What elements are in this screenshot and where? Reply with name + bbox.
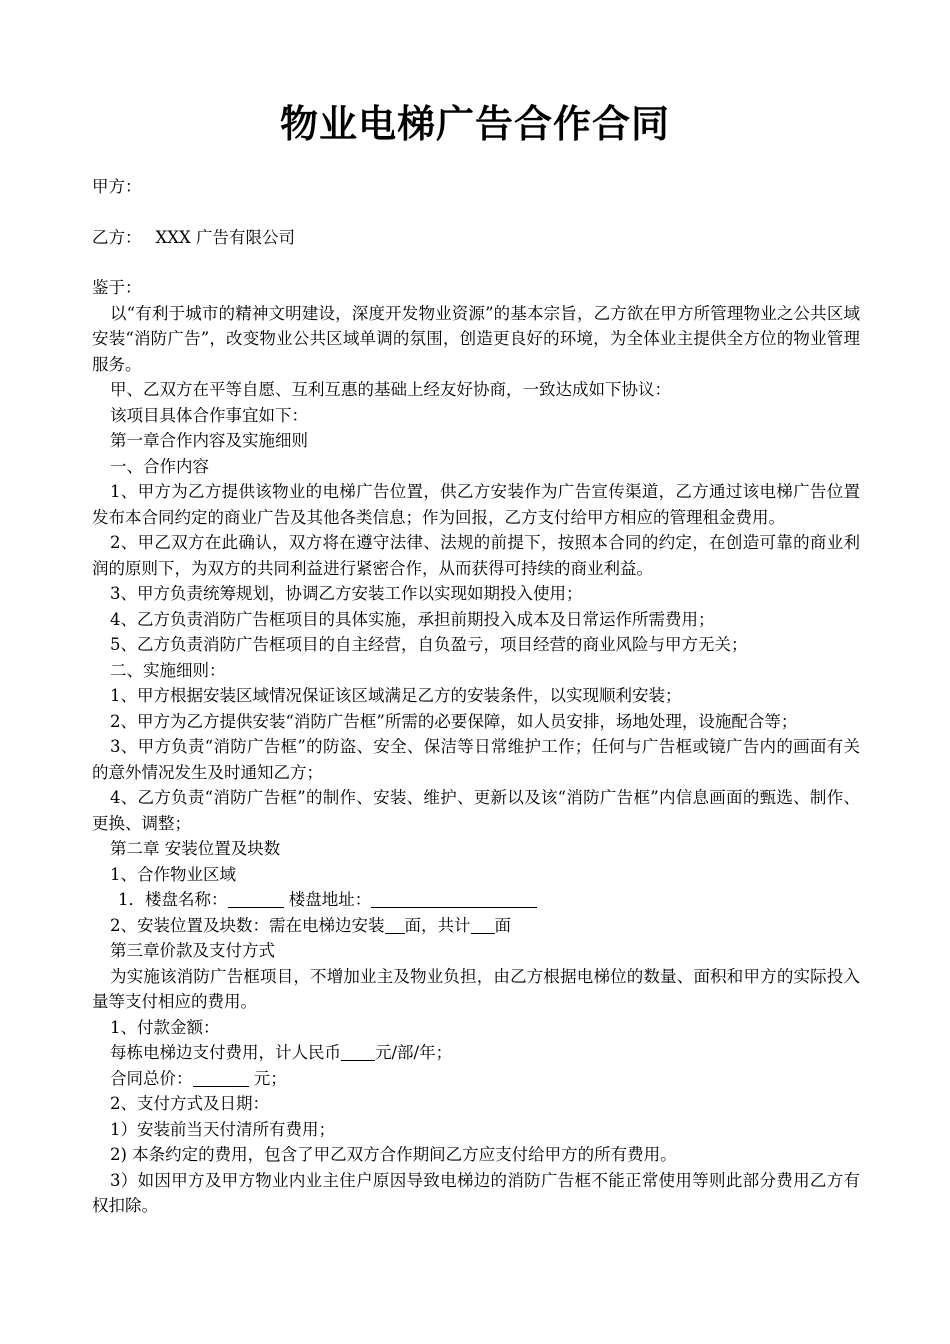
item-payment-method-1: 1）安装前当天付清所有费用； — [110, 1119, 335, 1139]
property-name-label: 1．楼盘名称： — [118, 890, 228, 909]
install-count-text-3: 面 — [494, 915, 511, 935]
item-property-area: 1、合作物业区域 — [110, 864, 236, 884]
section-implementation: 二、实施细则： — [110, 660, 226, 680]
chapter-2-heading: 第二章 安装位置及块数 — [110, 839, 281, 858]
whereas-heading: 鉴于： — [92, 278, 142, 297]
clause-1-2: 2、甲乙双方在此确认，双方将在遵守法律、法规的前提下，按照本合同的约定，在创造可靠的商业利润的原则下，为双方的共同利益进行紧密合作，从而获得可持续的商业利益。 — [92, 533, 860, 578]
clause-2-2: 2、甲方为乙方提供安装“消防广告框”所需的必要保障，如人员安排，场地处理，设施配合等； — [110, 711, 798, 731]
install-count-text-1: 2、安装位置及块数：需在电梯边安装 — [110, 915, 385, 935]
paragraph-matters: 该项目具体合作事宜如下： — [110, 405, 308, 425]
party-b-name: XXX 广告有限公司 — [155, 227, 295, 247]
item-payment-method-3: 3）如因甲方及甲方物业内业主住户原因导致电梯边的消防广告框不能正常使用等则此部分费用乙方有权扣除。 — [92, 1170, 860, 1215]
property-address-label: 楼盘地址： — [288, 890, 372, 909]
party-b — [92, 225, 860, 251]
clause-1-3: 3、甲方负责统筹规划，协调乙方安装工作以实现如期投入使用； — [110, 584, 583, 603]
item-fee-per-building — [92, 1040, 860, 1066]
clause-2-4: 4、乙方负责“消防广告框”的制作、安装、维护、更新以及该“消防广告框”内信息画面的甄选、制作、更换、调整； — [92, 788, 860, 833]
item-payment-amount: 1、付款金额： — [110, 1017, 220, 1037]
chapter-3-heading: 第三章价款及支付方式 — [110, 941, 275, 960]
item-install-count — [92, 913, 860, 939]
clause-2-3: 3、甲方负责“消防广告框”的防盗、安全、保洁等日常维护工作；任何与广告框或镜广告内的画面有关的意外情况发生及时通知乙方； — [92, 737, 860, 782]
total-price-unit: 元； — [253, 1068, 287, 1088]
chapter-1-heading: 第一章合作内容及实施细则 — [110, 431, 308, 450]
paragraph-agreement: 甲、乙双方在平等自愿、互利互惠的基础上经友好协商，一致达成如下协议： — [110, 380, 671, 399]
item-payment-method: 2、支付方式及日期： — [110, 1094, 269, 1113]
total-price-blank — [193, 1068, 249, 1087]
paragraph-payment-basis: 为实施该消防广告框项目，不增加业主及物业负担，由乙方根据电梯位的数量、面积和甲方的实际投入量等支付相应的费用。 — [92, 966, 860, 1011]
total-price-label: 合同总价： — [110, 1068, 193, 1088]
clause-1-4: 4、乙方负责消防广告框项目的具体实施，承担前期投入成本及日常运作所需费用； — [110, 609, 715, 629]
item-total-price — [92, 1066, 860, 1092]
install-count-blank — [385, 915, 405, 934]
page-title: 物业电梯广告合作合同 — [279, 102, 670, 146]
party-a: 甲方： — [92, 177, 142, 196]
paragraph-purpose: 以“有利于城市的精神文明建设，深度开发物业资源”的基本宗旨，乙方欲在甲方所管理物业之公共区域安装“消防广告”，改变物业公共区域单调的氛围，创造更良好的环境，为全体业主提供全方位的物业管理服务。 — [92, 303, 860, 374]
clause-1-5: 5、乙方负责消防广告框项目的自主经营，自负盈亏，项目经营的商业风险与甲方无关； — [110, 635, 748, 654]
fee-per-building-blank — [341, 1042, 375, 1061]
clause-1-1: 1、甲方为乙方提供该物业的电梯广告位置，供乙方安装作为广告宣传渠道，乙方通过该电梯广告位置发布本合同约定的商业广告及其他各类信息；作为回报，乙方支付给甲方相应的管理租金费用。 — [92, 482, 860, 527]
section-cooperation-content: 一、合作内容 — [110, 456, 209, 476]
install-count-text-2: 面，共计 — [404, 915, 471, 935]
property-address-blank — [371, 889, 537, 908]
party-b-label: 乙方： — [92, 227, 142, 247]
item-property-name-address — [92, 887, 860, 913]
item-payment-method-2: 2) 本条约定的费用，包含了甲乙双方合作期间乙方应支付给甲方的所有费用。 — [110, 1145, 677, 1164]
fee-per-building-text: 每栋电梯边支付费用，计人民币 — [110, 1043, 341, 1062]
contract-body — [92, 174, 860, 1219]
fee-per-building-unit: 元/部/年； — [375, 1043, 453, 1062]
clause-2-1: 1、甲方根据安装区域情况保证该区域满足乙方的安装条件，以实现顺利安装； — [110, 686, 682, 705]
property-name-blank — [228, 889, 284, 908]
install-total-blank — [471, 915, 495, 934]
